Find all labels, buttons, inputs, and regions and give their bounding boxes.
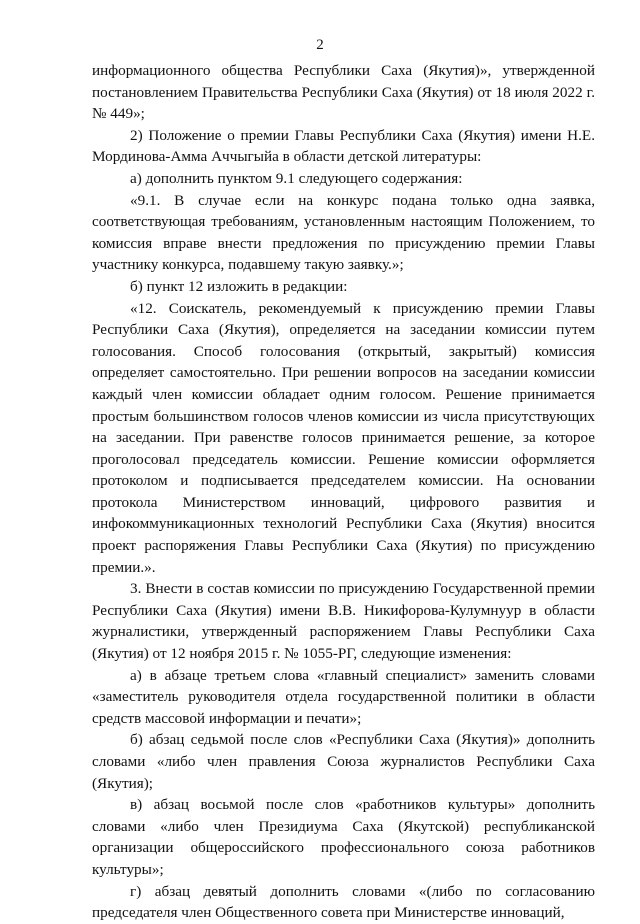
paragraph-change-b: б) абзац седьмой после слов «Республики Саха (Якутия)» дополнить словами «либо член правления Союза журналистов Республики Саха (Якутия); xyxy=(92,731,595,792)
paragraph-change-v: в) абзац восьмой после слов «работников культуры» дополнить словами «либо член Президиума Саха (Якутской) республиканской организации общероссийского профессионального союза работников культуры»; xyxy=(92,796,595,878)
document-body xyxy=(92,60,595,924)
paragraph-subitem-a: а) дополнить пунктом 9.1 следующего содержания: xyxy=(130,169,463,187)
paragraph-subitem-b: б) пункт 12 изложить в редакции: xyxy=(130,277,348,295)
paragraph-quote-9-1: «9.1. В случае если на конкурс подана только одна заявка, соответствующая требованиям, установленным настоящим Положением, то комиссия вправе внести предложения по присуждению премии Главы участнику конкурса, подавшему такую заявку.»; xyxy=(92,191,595,274)
paragraph-change-a: а) в абзаце третьем слова «главный специалист» заменить словами «заместитель руководителя отдела государственной политики в области средств массовой информации и печати»; xyxy=(92,666,595,727)
paragraph-continuation: информационного общества Республики Саха (Якутия)», утвержденной постановлением Правительства Республики Саха (Якутия) от 18 июля 2022 г. № 449»; xyxy=(92,62,595,123)
paragraph-change-g: г) абзац девятый дополнить словами «(либо по согласованию председателя член Общественного совета при Министерстве инноваций, xyxy=(92,882,595,922)
page-number: 2 xyxy=(316,37,324,53)
paragraph-quote-12: «12. Соискатель, рекомендуемый к присуждению премии Главы Республики Саха (Якутия), определяется на заседании комиссии путем голосования. Способ голосования (открытый, закрытый) комиссия определяет самостоятельно. При решении вопросов на заседании комиссии каждый член комиссии обладает одним голосом. Решение принимается простым большинством голосов членов комиссии из числа присутствующих на заседании. При равенстве голосов принимается решение, за которое проголосовал председатель комиссии. Решение комиссии оформляется протоколом и подписывается председателем комиссии. На основании протокола Министерством инноваций, цифрового развития и инфокоммуникационных технологий Республики Саха (Якутия) вносится проект распоряжения Главы Республики Саха (Якутия) по присуждению премии.». xyxy=(92,299,595,576)
paragraph-item-3: 3. Внести в состав комиссии по присуждению Государственной премии Республики Саха (Якутия) имени В.В. Никифорова-Кулумнуур в области журналистики, утвержденный распоряжением Главы Республики Саха (Якутия) от 12 ноября 2015 г. № 1055-РГ, следующие изменения: xyxy=(92,580,595,663)
paragraph-item-2: 2) Положение о премии Главы Республики Саха (Якутия) имени Н.Е. Мординова-Амма Аччыгыйа в области детской литературы: xyxy=(92,126,595,166)
